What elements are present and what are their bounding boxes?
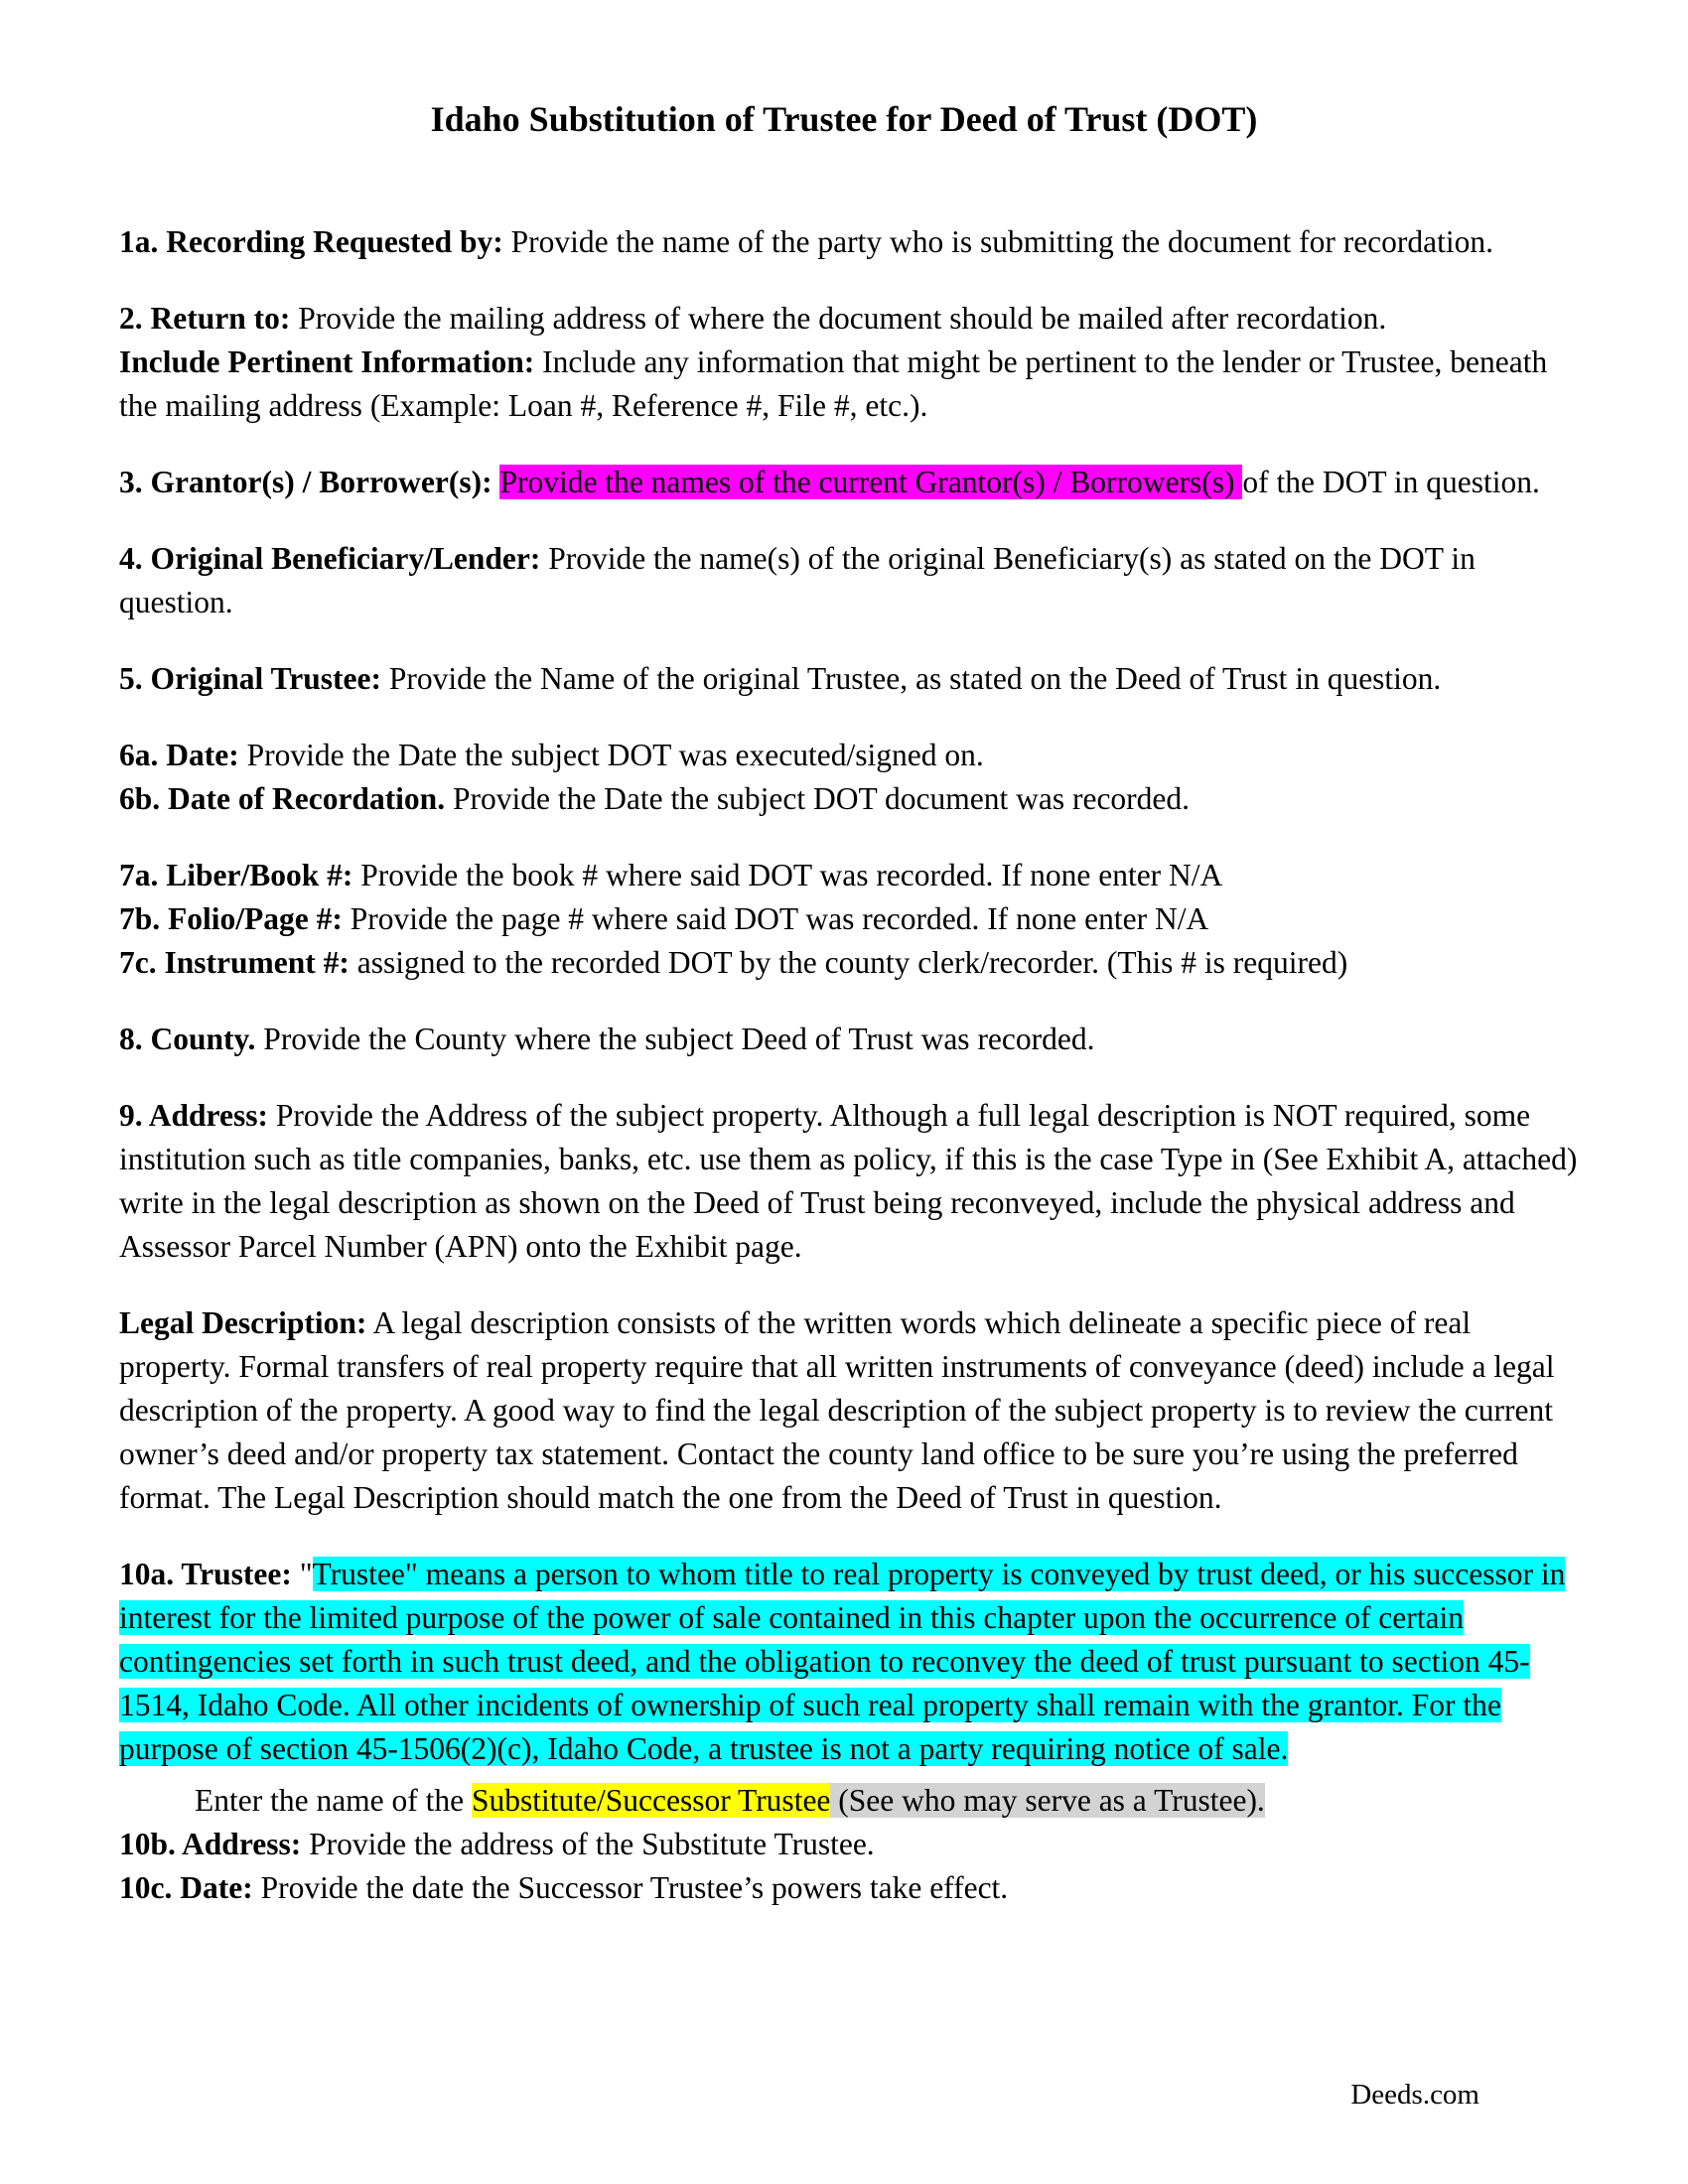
item-text: Provide the Date the subject DOT was executed/signed on. [238,738,984,772]
item-label: 10b. Address: [119,1827,302,1861]
item-label: Legal Description: [119,1305,367,1340]
item-label: 3. Grantor(s) / Borrower(s): [119,465,492,499]
footer-brand: Deeds.com [1350,2079,1479,2111]
item-1a [119,220,1589,264]
item-2 [119,297,1589,341]
item-text: Provide the County where the subject Deed of Trust was recorded. [255,1022,1095,1056]
item-label: Include Pertinent Information: [119,344,535,379]
item-label: 5. Original Trustee: [119,661,381,696]
item-label: 2. Return to: [119,301,291,336]
item-text: Enter the name of the [195,1783,473,1818]
item-6a [119,734,1589,777]
item-label: 6a. Date: [119,738,239,772]
item-7b [119,897,1589,941]
item-legal-description [119,1301,1589,1520]
item-label: 7b. Folio/Page #: [119,901,343,936]
item-enter-trustee [119,1779,1589,1823]
quote-open: " [291,1557,313,1591]
item-text: Provide the Name of the original Trustee, as stated on the Deed of Trust in question. [380,661,1442,696]
item-text: Provide the Address of the subject property. Although a full legal description is NOT required, some institution such as title companies, banks, etc. use them as policy, if this is the case Type in (See Exhibit A, attached) write in the legal description as shown on the Deed of Trust being reconveyed, include the physical address and Assessor Parcel Number (APN) onto the Exhibit page. [119,1098,1578,1264]
item-text: Provide the date the Successor Trustee’s powers take effect. [252,1870,1009,1905]
item-7c [119,941,1589,985]
item-6b [119,777,1589,821]
item-text: Provide the page # where said DOT was recorded. If none enter N/A [342,901,1209,936]
highlighted-text: Substitute/Successor Trustee [472,1783,831,1818]
item-label: 1a. Recording Requested by: [119,224,503,259]
item-text: Include any information that might be pertinent to the lender or Trustee, beneath the mailing address (Example: Loan #, Reference #, File #, etc.). [119,344,1548,423]
item-text: Provide the Date the subject DOT document was recorded. [445,781,1191,816]
item-8 [119,1018,1589,1061]
item-text: Provide the book # where said DOT was recorded. If none enter N/A [352,858,1223,892]
item-3 [119,461,1589,504]
item-10b [119,1823,1589,1866]
item-text: Provide the mailing address of where the document should be mailed after recordation. [290,301,1387,336]
document-body [119,220,1589,1910]
item-text: of the DOT in question. [1242,465,1540,499]
item-label: 10a. Trustee: [119,1557,292,1591]
item-9 [119,1094,1589,1269]
item-4 [119,537,1589,624]
item-label: 8. County. [119,1022,256,1056]
item-text: assigned to the recorded DOT by the county clerk/recorder. (This # is required) [349,945,1348,980]
item-label: 6b. Date of Recordation. [119,781,446,816]
document-title: Idaho Substitution of Trustee for Deed of Trust (DOT) [430,99,1258,139]
item-text: Provide the address of the Substitute Trustee. [301,1827,875,1861]
item-label: 4. Original Beneficiary/Lender: [119,541,541,576]
item-5 [119,657,1589,701]
item-label: 9. Address: [119,1098,268,1133]
highlighted-text: Provide the names of the current Grantor(s) / Borrowers(s) [499,465,1243,499]
item-text: A legal description consists of the written words which delineate a specific piece of real property. Formal transfers of real property require that all written instruments of conveyance (deed) include a legal description of the property. A good way to find the legal description of the subject property is to review the current owner’s deed and/or property tax statement. Contact the county land office to be sure you’re using the preferred format. The Legal Description should match the one from the Deed of Trust in question. [119,1305,1555,1515]
item-10a [119,1553,1589,1771]
item-pertinent-info [119,341,1589,428]
item-label: 10c. Date: [119,1870,253,1905]
item-label: 7a. Liber/Book #: [119,858,353,892]
item-label: 7c. Instrument #: [119,945,350,980]
item-10c [119,1866,1589,1910]
highlighted-link-text: (See who may serve as a Trustee). [830,1783,1265,1818]
highlighted-text: Trustee" means a person to whom title to real property is conveyed by trust deed, or his successor in interest for the limited purpose of the power of sale contained in this chapter upon the occurrence of certain contingencies set forth in such trust deed, and the obligation to reconvey the deed of trust pursuant to section 45-1514, Idaho Code. All other incidents of ownership of such real property shall remain with the grantor. For the purpose of section 45-1506(2)(c), Idaho Code, a trustee is not a party requiring notice of sale. [119,1557,1566,1766]
item-text: Provide the name of the party who is submitting the document for recordation. [502,224,1494,259]
item-text: Provide the name(s) of the original Beneficiary(s) as stated on the DOT in question. [119,541,1476,619]
item-7a [119,854,1589,897]
